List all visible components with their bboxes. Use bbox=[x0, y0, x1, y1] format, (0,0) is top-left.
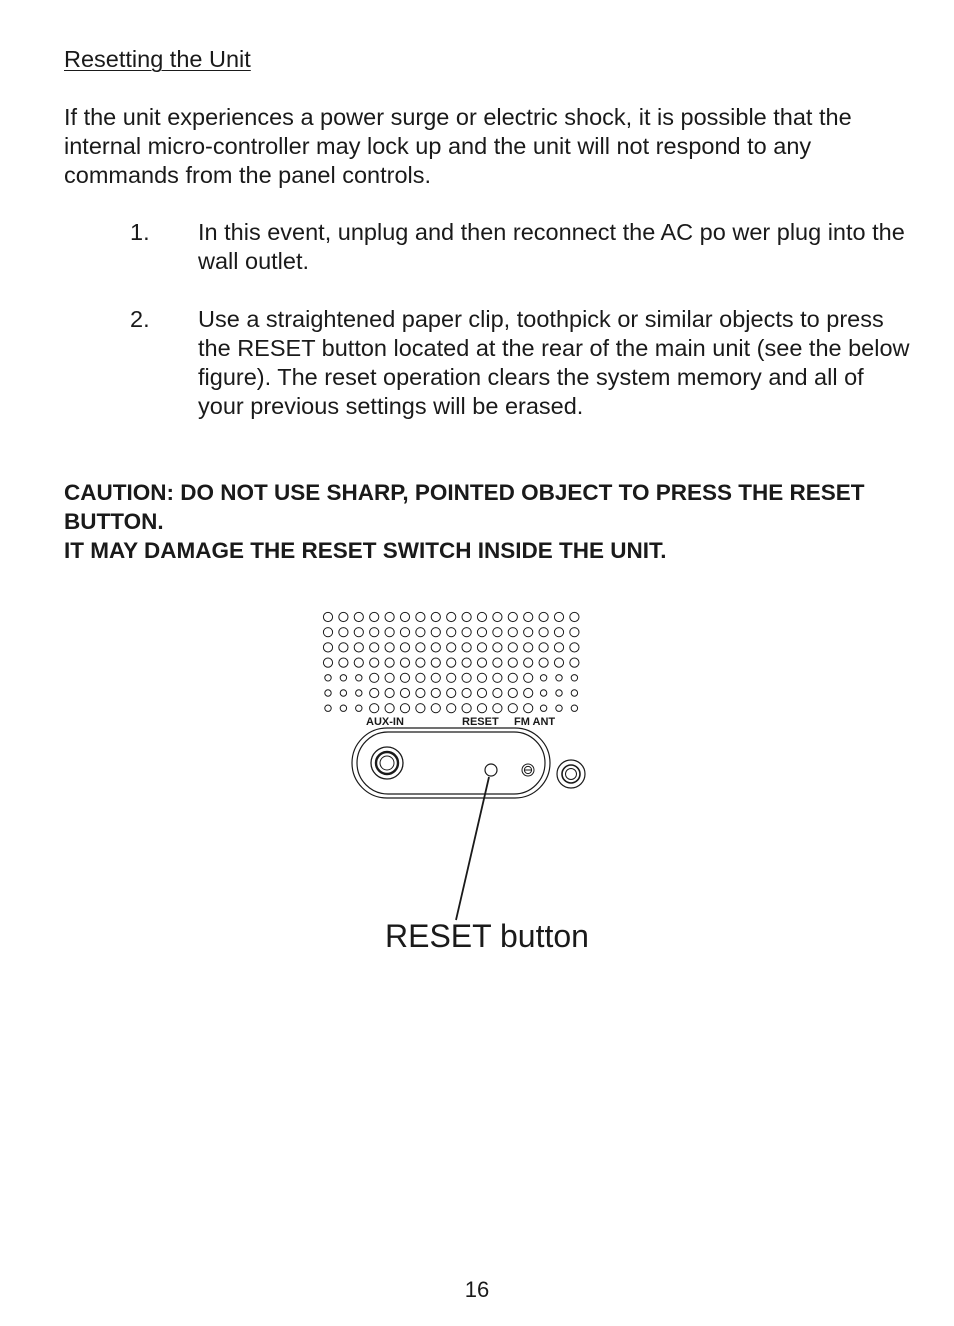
vent-hole bbox=[385, 612, 394, 621]
vent-hole bbox=[524, 612, 533, 621]
vent-hole bbox=[570, 643, 579, 652]
vent-hole bbox=[370, 658, 379, 667]
vent-hole bbox=[447, 612, 456, 621]
step-number: 1. bbox=[130, 219, 150, 245]
vent-hole bbox=[431, 643, 440, 652]
vent-hole bbox=[508, 688, 517, 697]
vent-hole bbox=[477, 673, 486, 682]
vent-hole bbox=[400, 628, 409, 637]
vent-hole bbox=[447, 643, 456, 652]
vent-hole bbox=[556, 690, 562, 696]
vent-hole bbox=[385, 658, 394, 667]
vent-hole bbox=[556, 675, 562, 681]
vent-hole bbox=[508, 704, 517, 713]
vent-hole bbox=[493, 628, 502, 637]
vent-hole bbox=[447, 688, 456, 697]
caution-line-2: IT MAY DAMAGE THE RESET SWITCH INSIDE THE UNIT. bbox=[64, 538, 667, 563]
vent-hole bbox=[370, 628, 379, 637]
vent-hole bbox=[385, 673, 394, 682]
vent-hole bbox=[339, 628, 348, 637]
fm-screw bbox=[522, 764, 534, 776]
vent-hole bbox=[571, 705, 577, 711]
vent-hole bbox=[339, 612, 348, 621]
reset-label: RESET bbox=[462, 716, 499, 728]
vent-hole bbox=[493, 673, 502, 682]
vent-hole bbox=[540, 675, 546, 681]
vent-hole bbox=[340, 705, 346, 711]
vent-hole bbox=[370, 688, 379, 697]
vent-hole bbox=[416, 658, 425, 667]
vent-hole bbox=[540, 690, 546, 696]
ventilation-grille bbox=[323, 612, 579, 712]
vent-hole bbox=[354, 658, 363, 667]
vent-hole bbox=[340, 675, 346, 681]
rear-panel-figure bbox=[300, 600, 620, 930]
vent-hole bbox=[416, 673, 425, 682]
vent-hole bbox=[477, 612, 486, 621]
vent-hole bbox=[508, 612, 517, 621]
reset-hole[interactable] bbox=[485, 764, 497, 776]
vent-hole bbox=[462, 704, 471, 713]
vent-hole bbox=[477, 658, 486, 667]
fm-ant-label: FM ANT bbox=[514, 716, 556, 728]
step-number: 2. bbox=[130, 306, 150, 332]
vent-hole bbox=[325, 690, 331, 696]
vent-hole bbox=[524, 688, 533, 697]
vent-hole bbox=[524, 628, 533, 637]
step-2 bbox=[130, 305, 910, 421]
vent-hole bbox=[431, 628, 440, 637]
vent-hole bbox=[356, 675, 362, 681]
vent-hole bbox=[554, 658, 563, 667]
vent-hole bbox=[508, 628, 517, 637]
vent-hole bbox=[524, 673, 533, 682]
vent-hole bbox=[400, 704, 409, 713]
connector-panel bbox=[352, 728, 550, 798]
vent-hole bbox=[477, 688, 486, 697]
vent-hole bbox=[554, 612, 563, 621]
vent-hole bbox=[524, 643, 533, 652]
vent-hole bbox=[356, 690, 362, 696]
vent-hole bbox=[385, 643, 394, 652]
vent-hole bbox=[570, 612, 579, 621]
vent-hole bbox=[462, 628, 471, 637]
vent-hole bbox=[570, 628, 579, 637]
vent-hole bbox=[416, 688, 425, 697]
vent-hole bbox=[571, 690, 577, 696]
vent-hole bbox=[447, 658, 456, 667]
vent-hole bbox=[554, 643, 563, 652]
vent-hole bbox=[400, 673, 409, 682]
vent-hole bbox=[416, 628, 425, 637]
vent-hole bbox=[431, 688, 440, 697]
vent-hole bbox=[493, 704, 502, 713]
vent-hole bbox=[477, 704, 486, 713]
intro-paragraph: If the unit experiences a power surge or electric shock, it is possible that the internal micro-controller may lock up and the unit will not respond to any commands from the panel controls. bbox=[64, 104, 852, 188]
vent-hole bbox=[462, 658, 471, 667]
vent-hole bbox=[477, 643, 486, 652]
rear-panel-illustration bbox=[300, 600, 620, 930]
vent-hole bbox=[540, 705, 546, 711]
vent-hole bbox=[493, 688, 502, 697]
vent-hole bbox=[385, 688, 394, 697]
vent-hole bbox=[447, 673, 456, 682]
vent-hole bbox=[462, 688, 471, 697]
aux-in-label: AUX-IN bbox=[366, 716, 404, 728]
vent-hole bbox=[431, 612, 440, 621]
vent-hole bbox=[570, 658, 579, 667]
step-text: Use a straightened paper clip, toothpick or similar objects to press the RESET button located at the rear of the main unit (see the below figure). The reset operation clears the system memory and all of your previous settings will be erased. bbox=[198, 306, 910, 419]
vent-hole bbox=[370, 643, 379, 652]
vent-hole bbox=[323, 643, 332, 652]
vent-hole bbox=[493, 643, 502, 652]
vent-hole bbox=[385, 628, 394, 637]
vent-hole bbox=[477, 628, 486, 637]
vent-hole bbox=[571, 675, 577, 681]
vent-hole bbox=[356, 705, 362, 711]
vent-hole bbox=[385, 704, 394, 713]
vent-hole bbox=[539, 628, 548, 637]
vent-hole bbox=[400, 688, 409, 697]
vent-hole bbox=[462, 643, 471, 652]
reset-button-caption: RESET button bbox=[385, 918, 589, 954]
vent-hole bbox=[462, 612, 471, 621]
vent-hole bbox=[339, 643, 348, 652]
vent-hole bbox=[524, 704, 533, 713]
vent-hole bbox=[554, 628, 563, 637]
vent-hole bbox=[323, 658, 332, 667]
vent-hole bbox=[539, 658, 548, 667]
vent-hole bbox=[462, 673, 471, 682]
vent-hole bbox=[325, 705, 331, 711]
vent-hole bbox=[508, 658, 517, 667]
vent-hole bbox=[400, 658, 409, 667]
steps-list bbox=[130, 218, 910, 421]
vent-hole bbox=[416, 612, 425, 621]
vent-hole bbox=[431, 658, 440, 667]
vent-hole bbox=[323, 612, 332, 621]
vent-hole bbox=[556, 705, 562, 711]
vent-hole bbox=[339, 658, 348, 667]
vent-hole bbox=[508, 643, 517, 652]
vent-hole bbox=[508, 673, 517, 682]
step-1 bbox=[130, 218, 910, 276]
vent-hole bbox=[354, 628, 363, 637]
vent-hole bbox=[323, 628, 332, 637]
vent-hole bbox=[325, 675, 331, 681]
fm-antenna-jack bbox=[557, 760, 585, 788]
page-title: Resetting the Unit bbox=[64, 46, 251, 72]
caution-warning bbox=[64, 478, 924, 565]
vent-hole bbox=[400, 643, 409, 652]
vent-hole bbox=[493, 612, 502, 621]
vent-hole bbox=[539, 643, 548, 652]
vent-hole bbox=[447, 704, 456, 713]
vent-hole bbox=[431, 704, 440, 713]
vent-hole bbox=[370, 612, 379, 621]
vent-hole bbox=[524, 658, 533, 667]
vent-hole bbox=[493, 658, 502, 667]
vent-hole bbox=[416, 643, 425, 652]
vent-hole bbox=[354, 643, 363, 652]
vent-hole bbox=[539, 612, 548, 621]
vent-hole bbox=[340, 690, 346, 696]
aux-in-jack bbox=[371, 747, 403, 779]
vent-hole bbox=[370, 704, 379, 713]
caution-line-1: CAUTION: DO NOT USE SHARP, POINTED OBJECT TO PRESS THE RESET BUTTON. bbox=[64, 480, 865, 534]
page-number: 16 bbox=[464, 1277, 490, 1302]
vent-hole bbox=[416, 704, 425, 713]
vent-hole bbox=[447, 628, 456, 637]
step-text: In this event, unplug and then reconnect the AC po wer plug into the wall outlet. bbox=[198, 219, 905, 274]
vent-hole bbox=[431, 673, 440, 682]
vent-hole bbox=[370, 673, 379, 682]
vent-hole bbox=[400, 612, 409, 621]
vent-hole bbox=[354, 612, 363, 621]
